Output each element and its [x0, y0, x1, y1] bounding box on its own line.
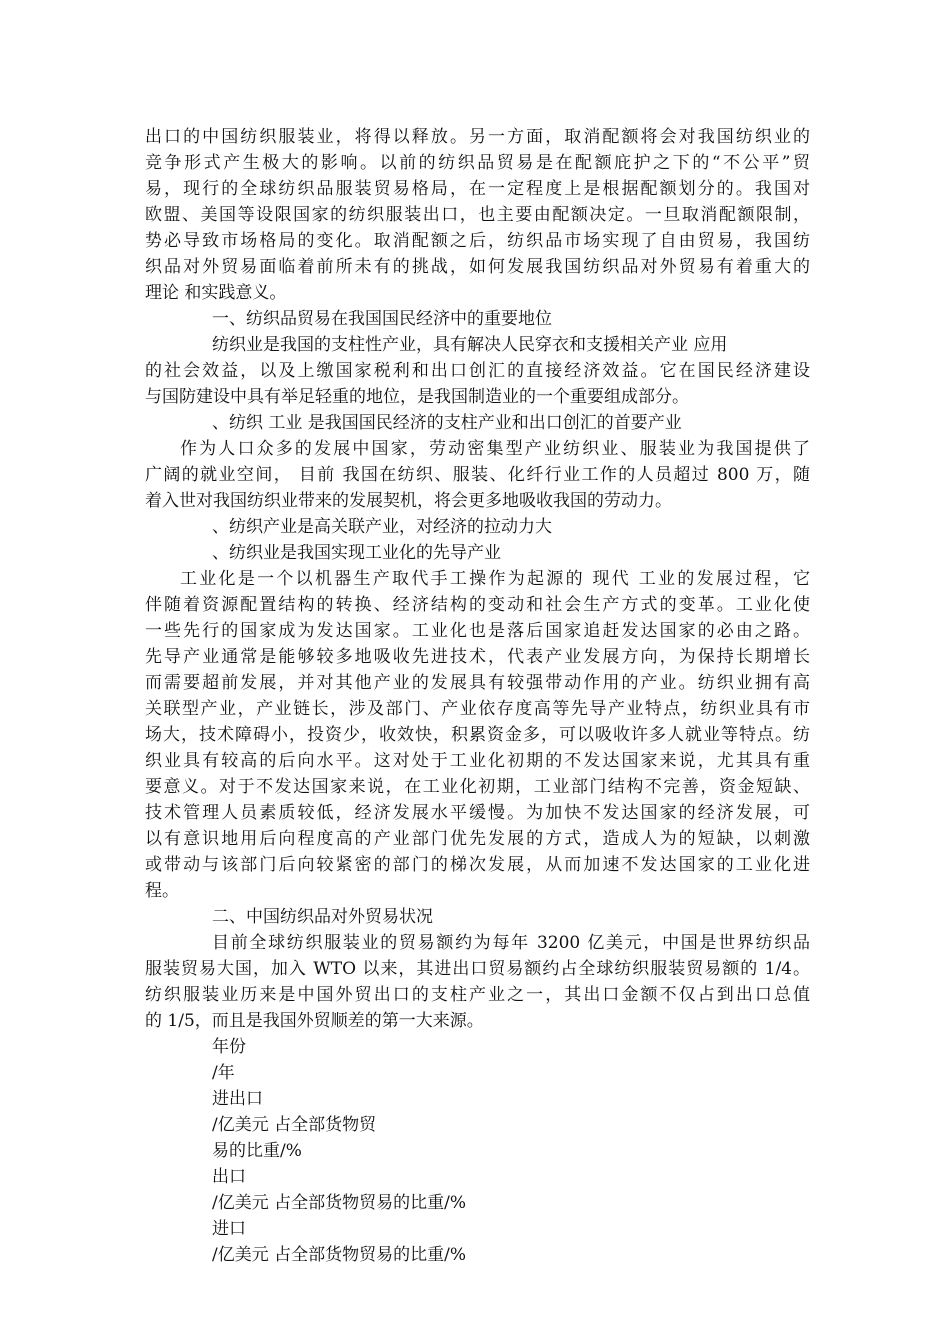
text-line: 或带动与该部门后向较紧密的部门的梯次发展，从而加速不发达国家的工业化进 [145, 855, 810, 875]
text-line: 工业化是一个以机器生产取代手工操作为起源的 现代 工业的发展过程，它 [180, 569, 810, 589]
text-line: 服装贸易大国，加入 WTO 以来，其进出口贸易额约占全球纺织服装贸易额的 1/4。 [145, 959, 810, 979]
text-line: 出口 [212, 1167, 246, 1187]
text-line: 竞争形式产生极大的影响。以前的纺织品贸易是在配额庇护之下的“不公平”贸 [145, 153, 810, 173]
text-line: 出口的中国纺织服装业，将得以释放。另一方面，取消配额将会对我国纺织业的 [145, 127, 810, 147]
text-line: 织品对外贸易面临着前所未有的挑战，如何发展我国纺织品对外贸易有着重大的 [145, 257, 810, 277]
document-body [145, 124, 810, 1268]
text-line: 进口 [212, 1219, 246, 1239]
text-line: 伴随着资源配置结构的转换、经济结构的变动和社会生产方式的变革。工业化使 [145, 595, 810, 615]
text-line: 先导产业通常是能够较多地吸收先进技术，代表产业发展方向，为保持长期增长 [145, 647, 810, 667]
text-line: 织业具有较高的后向水平。这对处于工业化初期的不发达国家来说，尤其具有重 [145, 751, 810, 771]
text-line: 纺织业是我国的支柱性产业，具有解决人民穿衣和支援相关产业 应用 [212, 335, 728, 355]
text-line: 势必导致市场格局的变化。取消配额之后，纺织品市场实现了自由贸易，我国纺 [145, 231, 810, 251]
text-line: 、纺织业是我国实现工业化的先导产业 [212, 543, 501, 563]
text-line: 一些先行的国家成为发达国家。工业化也是落后国家追赶发达国家的必由之路。 [145, 621, 810, 641]
text-line: /亿美元 占全部货物贸易的比重/% [212, 1245, 467, 1265]
text-line: 以有意识地用后向程度高的产业部门优先发展的方式，造成人为的短缺，以刺激 [145, 829, 810, 849]
text-line: 、纺织产业是高关联产业，对经济的拉动力大 [212, 517, 552, 537]
text-line: 着入世对我国纺织业带来的发展契机，将会更多地吸收我国的劳动力。 [145, 491, 672, 511]
text-line: 年份 [212, 1037, 246, 1057]
text-line: 二、中国纺织品对外贸易状况 [212, 907, 433, 927]
text-line: 纺织服装业历来是中国外贸出口的支柱产业之一，其出口金额不仅占到出口总值 [145, 985, 810, 1005]
text-line: 场大，技术障碍小，投资少，收效快，积累资金多，可以吸收许多人就业等特点。纺 [145, 725, 810, 745]
text-line: 易的比重/% [212, 1141, 302, 1161]
text-line: 、纺织 工业 是我国国民经济的支柱产业和出口创汇的首要产业 [212, 413, 682, 433]
text-line: 进出口 [212, 1089, 263, 1109]
text-line: 一、纺织品贸易在我国国民经济中的重要地位 [212, 309, 552, 329]
text-line: 的社会效益，以及上缴国家税利和出口创汇的直接经济效益。它在国民经济建设 [145, 361, 810, 381]
text-line: 的 1/5，而且是我国外贸顺差的第一大来源。 [145, 1011, 484, 1031]
text-line: 要意义。对于不发达国家来说，在工业化初期，工业部门结构不完善，资金短缺、 [145, 777, 810, 797]
text-line: /亿美元 占全部货物贸 [212, 1115, 377, 1135]
text-line: 与国防建设中具有举足轻重的地位，是我国制造业的一个重要组成部分。 [145, 387, 689, 407]
text-line: 关联型产业，产业链长，涉及部门、产业依存度高等先导产业特点，纺织业具有市 [145, 699, 810, 719]
text-line: 广阔的就业空间， 目前 我国在纺织、服装、化纤行业工作的人员超过 800 万，随 [145, 465, 810, 485]
text-line: 程。 [145, 881, 179, 901]
text-line: 而需要超前发展，并对其他产业的发展具有较强带动作用的产业。纺织业拥有高 [145, 673, 810, 693]
text-line: 欧盟、美国等设限国家的纺织服装出口，也主要由配额决定。一旦取消配额限制， [145, 205, 810, 225]
text-line: 目前全球纺织服装业的贸易额约为每年 3200 亿美元，中国是世界纺织品 [212, 933, 810, 953]
text-line: 技术管理人员素质较低，经济发展水平缓慢。为加快不发达国家的经济发展，可 [145, 803, 810, 823]
text-line: /亿美元 占全部货物贸易的比重/% [212, 1193, 467, 1213]
text-line: 作为人口众多的发展中国家，劳动密集型产业纺织业、服装业为我国提供了 [180, 439, 810, 459]
text-line: 易，现行的全球纺织品服装贸易格局，在一定程度上是根据配额划分的。我国对 [145, 179, 810, 199]
text-line: /年 [212, 1063, 235, 1083]
text-line: 理论 和实践意义。 [145, 283, 287, 303]
